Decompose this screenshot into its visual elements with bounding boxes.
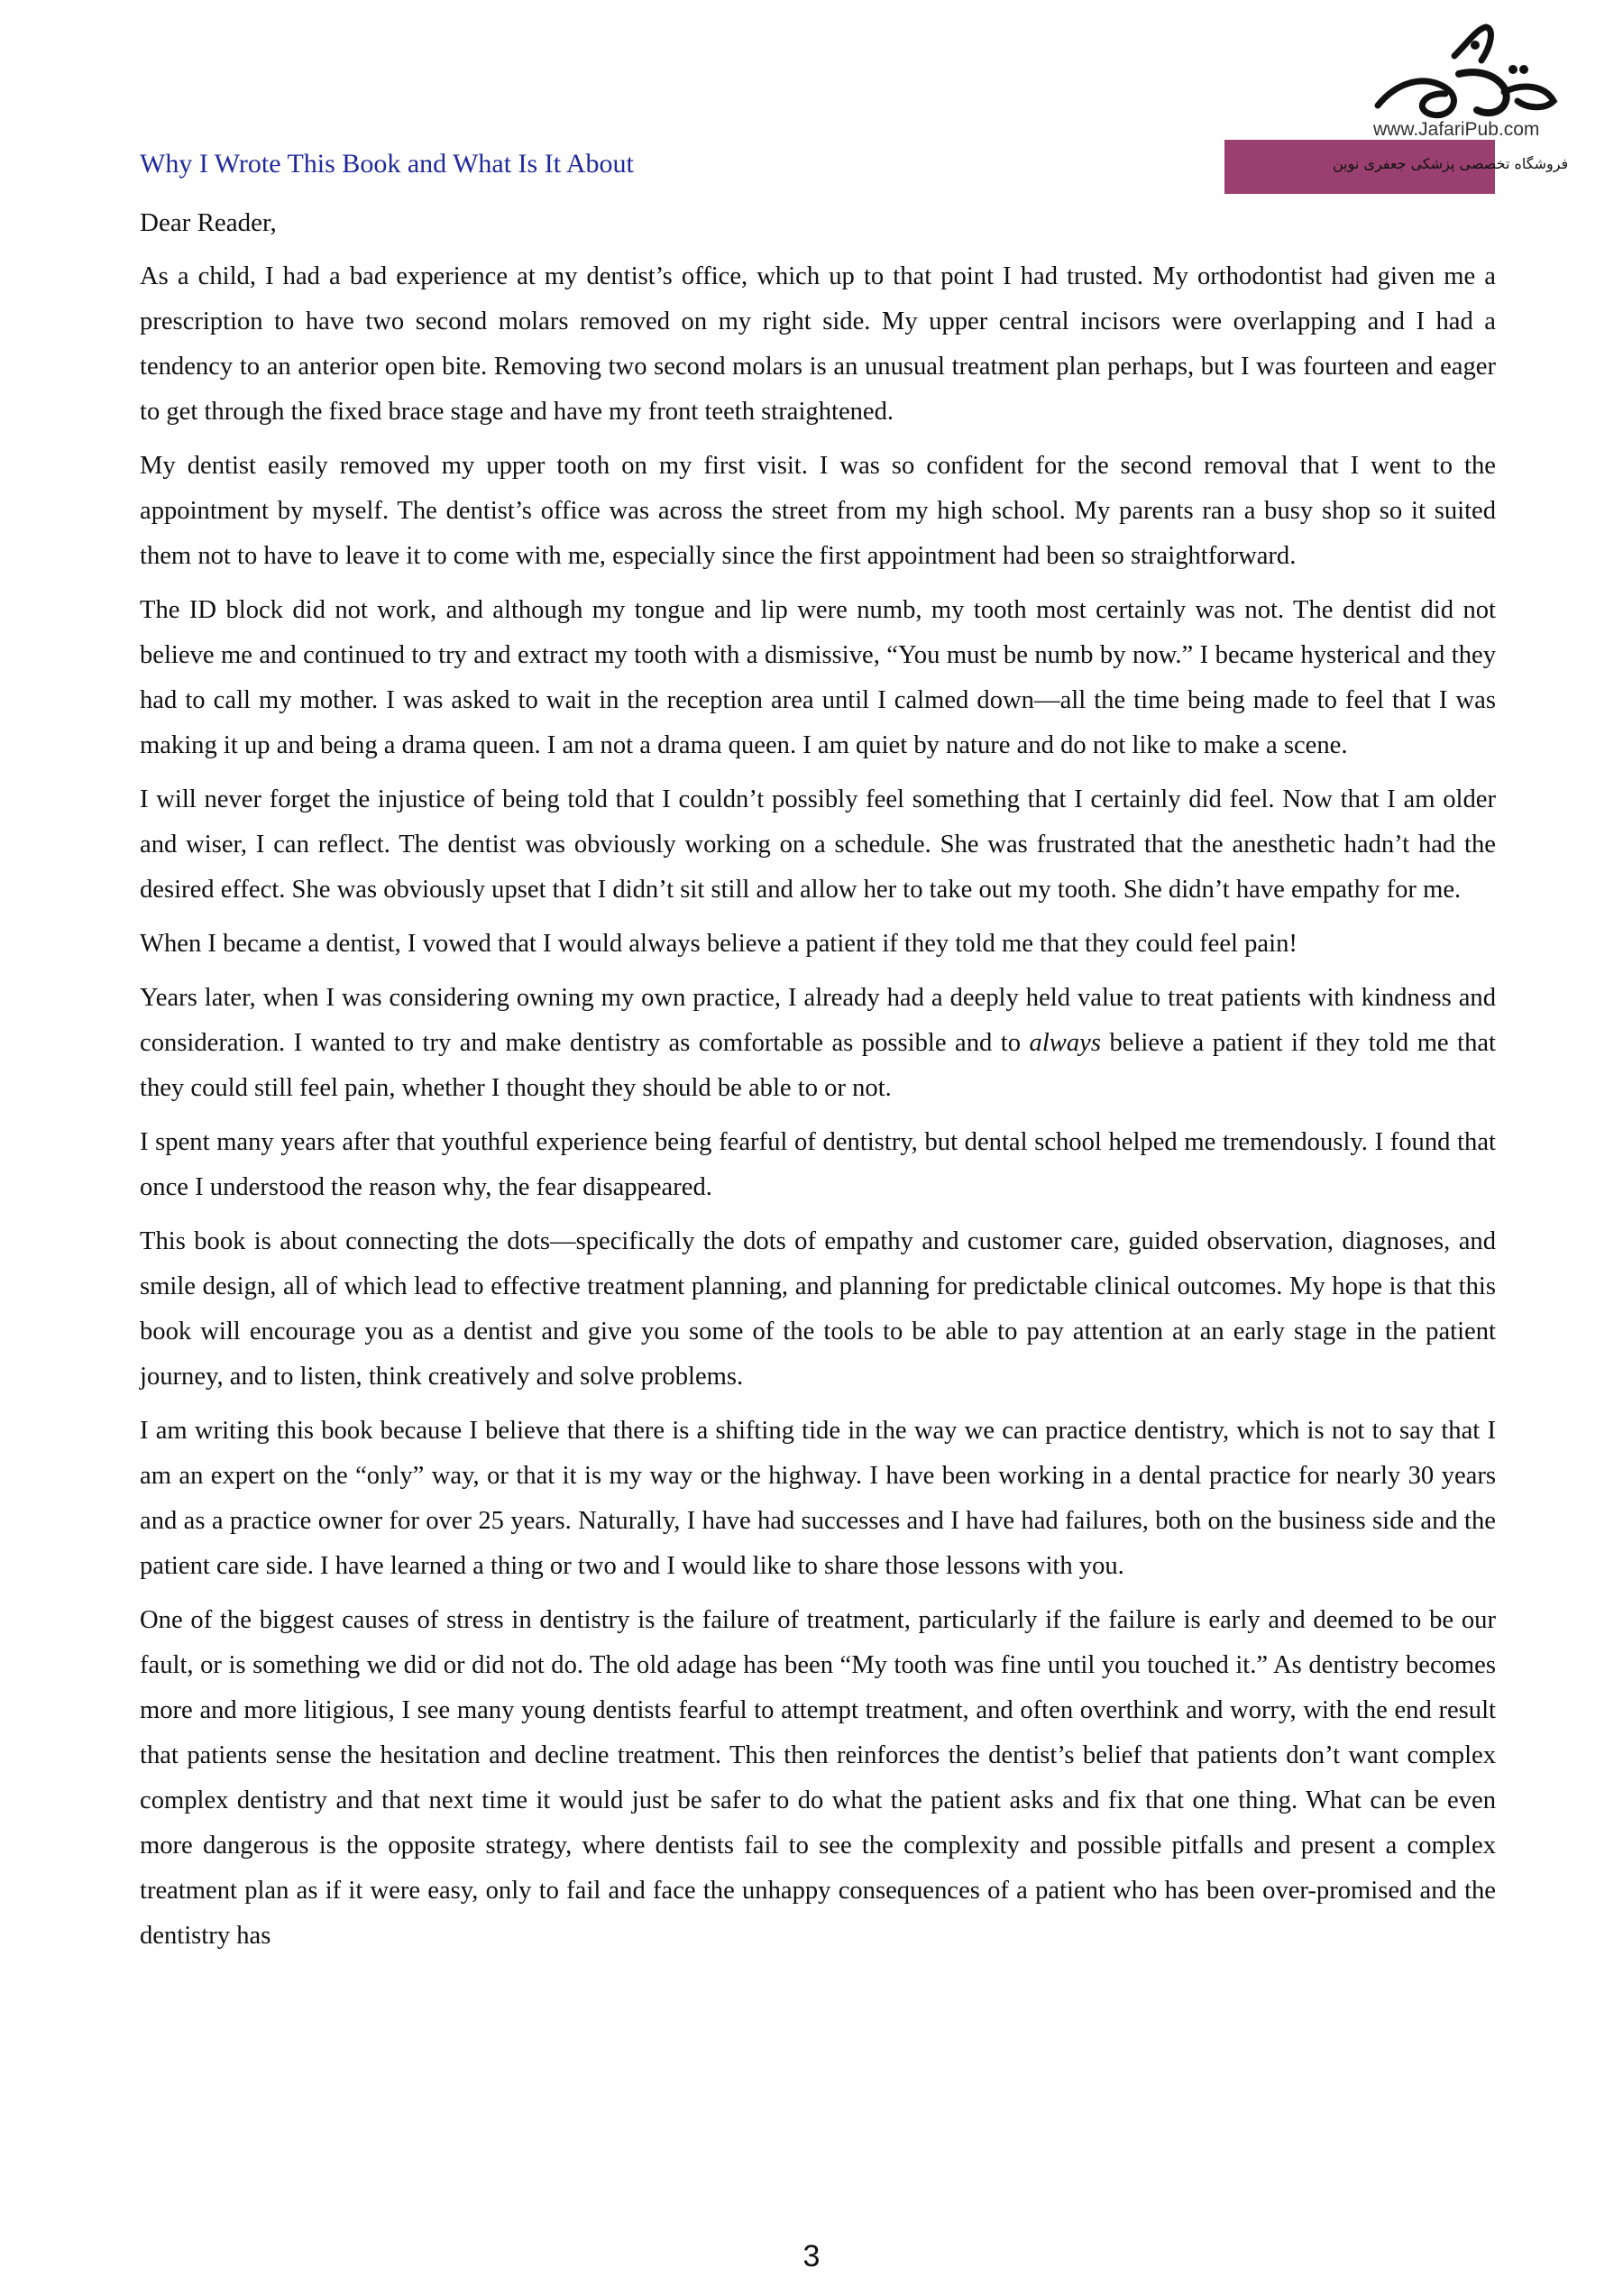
paragraph: When I became a dentist, I vowed that I would always believe a patient if they told me that they could feel pain! [140,930,1297,958]
paragraph: I am writing this book because I believe that there is a shifting tide in the way we can practice dentistry, which is not to say that I am an expert on the “only” way, or that it is my way or the highway. I have been working in a dental practice for nearly 30 years and as a practice owner for over 25 years. Naturally, I have had successes and I have had failures, both on the business side and the patient care side. I have learned a thing or two and I would like to share those lessons with you. [140,1417,1496,1580]
publisher-tagline: فروشگاه تخصصی پزشکی جعفری نوین [1333,155,1569,172]
paragraph: As a child, I had a bad experience at my dentist’s office, which up to that point I had trusted. My orthodontist had given me a prescription to have two second molars removed on my right side. My upper central incisors were overlapping and I had a tendency to an anterior open bite. Removing two second molars is an unusual treatment plan perhaps, but I was fourteen and eager to get through the fixed brace stage and have my front teeth straightened. [140,262,1496,426]
paragraph-text: believe a patient if they told me that they could still feel pain, whether I thought they should be able to or not. [140,1029,1496,1102]
page-number: 3 [802,2239,821,2273]
paragraph-text: Years later, when I was considering owning my own practice, I already had a deeply held value to treat patients with kindness and consideration. I wanted to try and make dentistry as comfortable as possible and to [140,984,1496,1057]
paragraph: The ID block did not work, and although my tongue and lip were numb, my tooth most certainly was not. The dentist did not believe me and continued to try and extract my tooth with a dismissive, “You must be numb by now.” I became hysterical and they had to call my mother. I was asked to wait in the reception area until I calmed down—all the time being made to feel that I was making it up and being a drama queen. I am not a drama queen. I am quiet by nature and do not like to make a scene. [140,596,1496,759]
paragraph: This book is about connecting the dots—specifically the dots of empathy and customer care, guided observation, diagnoses, and smile design, all of which lead to effective treatment planning, and planning for predictable clinical outcomes. My hope is that this book will encourage you as a dentist and give you some of the tools to be able to pay attention at an early stage in the patient journey, and to listen, think creatively and solve problems. [140,1227,1496,1391]
paragraph: I spent many years after that youthful experience being fearful of dentistry, but dental school helped me tremendously. I found that once I understood the reason why, the fear disappeared. [140,1128,1496,1201]
letter-body [140,254,1496,1968]
publisher-url: www.JafariPub.com [1373,119,1540,140]
paragraph: I will never forget the injustice of being told that I couldn’t possibly feel something that I certainly did feel. Now that I am older and wiser, I can reflect. The dentist was obviously working on a schedule. She was frustrated that the anesthetic hadn’t had the desired effect. She was obviously upset that I didn’t sit still and allow her to take out my tooth. She didn’t have empathy for me. [140,785,1496,904]
emphasis-text: always [1029,1029,1101,1057]
paragraph [140,976,1496,1111]
section-title: Why I Wrote This Book and What Is It About [140,149,634,179]
publisher-logo [1224,20,1603,200]
salutation: Dear Reader, [140,208,277,237]
paragraph: My dentist easily removed my upper tooth on my first visit. I was so confident for the second removal that I went to the appointment by myself. The dentist’s office was across the street from my high school. My parents ran a busy shop so it suited them not to have to leave it to come with me, especially since the first appointment had been so straightforward. [140,452,1496,570]
paragraph: One of the biggest causes of stress in dentistry is the failure of treatment, particularly if the failure is early and deemed to be our fault, or is something we did or did not do. The old adage has been “My tooth was fine until you touched it.” As dentistry becomes more and more litigious, I see many young dentists fearful to attempt treatment, and often overthink and worry, with the end result that patients sense the hesitation and decline treatment. This then reinforces the dentist’s belief that patients don’t want complex complex dentistry and that next time it would just be safer to do what the patient asks and fix that one thing. What can be even more dangerous is the opposite strategy, where dentists fail to see the complexity and possible pitfalls and present a complex treatment plan as if it were easy, only to fail and face the unhappy consequences of a patient who has been over-promised and the dentistry has [140,1606,1496,1950]
